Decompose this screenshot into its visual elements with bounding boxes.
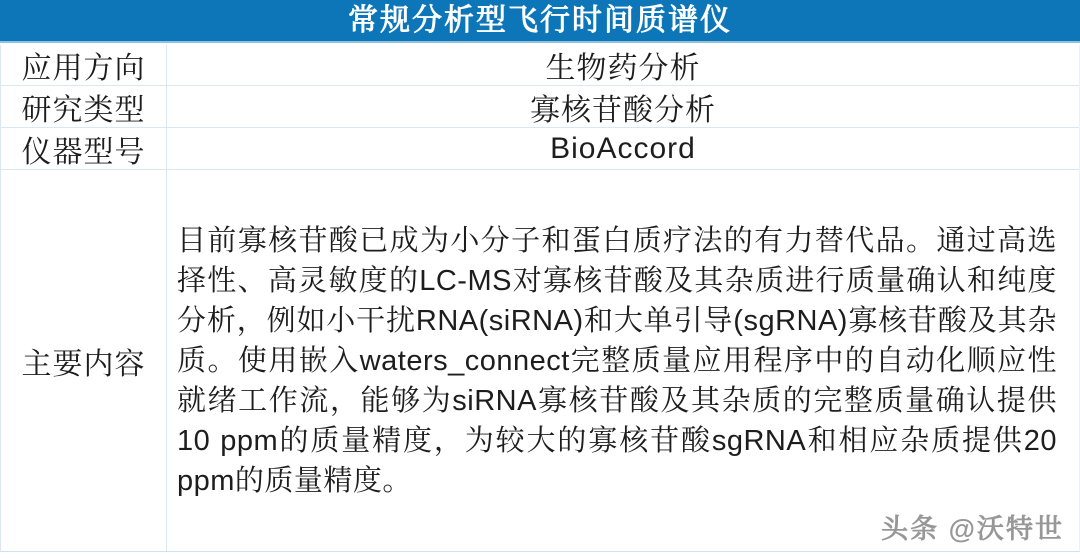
row-value-instrument-model: BioAccord	[167, 128, 1079, 170]
row-label-research-type: 研究类型	[1, 86, 167, 128]
row-value-application: 生物药分析	[167, 45, 1079, 86]
table-title: 常规分析型飞行时间质谱仪	[348, 3, 732, 37]
main-content-paragraph: 目前寡核苷酸已成为小分子和蛋白质疗法的有力替代品。通过高选择性、高灵敏度的LC-MS对寡核苷酸及其杂质进行质量确认和纯度分析，例如小干扰RNA(siRNA)和大单引导(sgRNA)寡核苷酸及其杂质。使用嵌入waters_connect完整质量应用程序中的自动化顺应性就绪工作流，能够为siRNA寡核苷酸及其杂质的完整质量确认提供10 ppm的质量精度，为较大的寡核苷酸sgRNA和相应杂质提供20 ppm的质量精度。	[177, 224, 1057, 497]
row-value-main-content	[167, 170, 1079, 551]
toutiao-watermark: 头条 @沃特世	[881, 514, 1064, 544]
row-label-application: 应用方向	[1, 45, 167, 86]
row-label-main-content: 主要内容	[1, 170, 167, 551]
row-value-research-type: 寡核苷酸分析	[167, 86, 1079, 128]
table-header-bar	[0, 0, 1080, 43]
spec-table	[0, 45, 1080, 552]
row-label-instrument-model: 仪器型号	[1, 128, 167, 170]
